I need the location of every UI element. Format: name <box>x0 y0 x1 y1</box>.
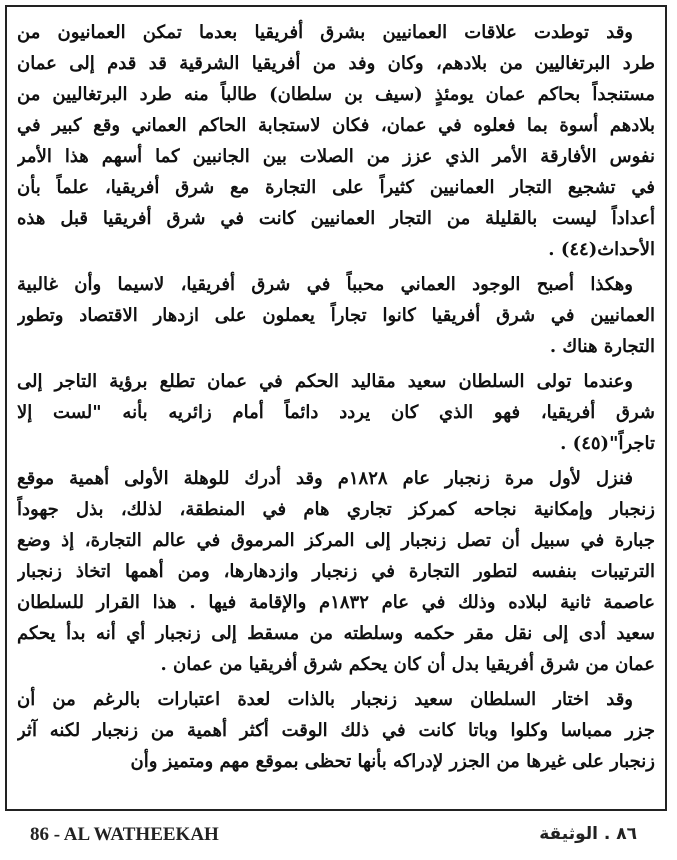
text-line: وعندما تولى السلطان سعيد مقاليد الحكم في عمان تطلع برؤية التاجر إلى <box>17 371 633 392</box>
text-line: وقد توطدت علاقات العمانيين بشرق أفريقيا بعدما تمكن العمانيون من <box>17 22 633 43</box>
text-line: التجارة هناك . <box>549 336 655 357</box>
text-line: فنزل لأول مرة زنجبار عام ١٨٢٨م وقد أدرك للوهلة الأولى أهمية موقع <box>17 468 633 489</box>
text-line: في تشجيع التجار العمانيين كثيراً على التجارة مع شرق أفريقيا، علماً بأن <box>17 177 655 198</box>
text-line: نفوس الأفارقة الأمر الذي عزز من الصلات بين الجانبين كما أسهم هذا الأمر <box>17 146 655 167</box>
page-frame <box>5 5 667 811</box>
text-line: مستنجداً بحاكم عمان يومئذٍ (سيف بن سلطان) طالباً منه طرد البرتغاليين من <box>17 84 655 105</box>
text-line: الأحداث(٤٤) . <box>548 239 655 260</box>
text-line: العمانيين في شرق أفريقيا كانوا تجاراً يعملون على ازدهار الاقتصاد وتطور <box>17 305 655 326</box>
text-line: جزر ممباسا وكلوا وباتا كانت في ذلك الوقت أكثر أهمية من زنجبار لكنه آثر <box>17 720 655 741</box>
text-line: بلادهم أسوة بما فعلوه في عمان، فكان لاستجابة الحاكم العماني وقع كبير في <box>17 115 655 136</box>
footer-page-number-latin: 86 - AL WATHEEKAH <box>30 824 219 845</box>
text-line: تاجراً"(٤٥) . <box>560 433 655 454</box>
text-line: زنجبار على غيرها من الجزر لإدراكه بأنها تحظى بموقع مهم ومتميز وأن <box>130 751 655 772</box>
text-line: أعداداً ليست بالقليلة من التجار العمانيين كانت في شرق أفريقيا قبل هذه <box>17 208 655 229</box>
text-line: طرد البرتغاليين من بلادهم، وكان وفد من أفريقيا الشرقية قد قدم إلى عمان <box>17 53 655 74</box>
paragraph <box>17 684 655 777</box>
page-footer <box>0 818 677 854</box>
text-line: زنجبار وإمكانية نجاحه كمركز تجاري هام في المنطقة، لذلك، بذل جهوداً <box>17 499 655 520</box>
text-line: وهكذا أصبح الوجود العماني محبباً في شرق أفريقيا، لاسيما وأن غالبية <box>17 274 633 295</box>
paragraph <box>17 17 655 265</box>
text-line: جبارة في سبيل أن تصل زنجبار إلى المركز المرموق في عالم التجارة، إذ وضع <box>17 530 655 551</box>
text-line: سعيد أدى إلى نقل مقر حكمه وسلطته من مسقط إلى زنجبار أي أنه بدأ يحكم <box>17 623 655 644</box>
paragraph <box>17 366 655 459</box>
paragraph <box>17 463 655 680</box>
text-line: شرق أفريقيا، فهو الذي كان يردد دائماً أمام زائريه بأنه "لست إلا <box>17 402 655 423</box>
text-line: الترتيبات بنفسه لتطور التجارة في زنجبار وازدهارها، ومن أهمها اتخاذ زنجبار <box>17 561 655 582</box>
text-line: وقد اختار السلطان سعيد زنجبار بالذات لعدة اعتبارات بالرغم من أن <box>17 689 633 710</box>
text-line: عاصمة ثانية لبلاده وذلك في عام ١٨٣٢م والإقامة فيها . هذا القرار للسلطان <box>17 592 655 613</box>
article-text <box>17 17 655 801</box>
text-line: عمان من شرق أفريقيا بدل أن كان يحكم شرق أفريقيا من عمان . <box>160 654 655 675</box>
paragraph <box>17 269 655 362</box>
footer-page-number-arabic: ٨٦ . الوثيقة <box>539 824 637 844</box>
